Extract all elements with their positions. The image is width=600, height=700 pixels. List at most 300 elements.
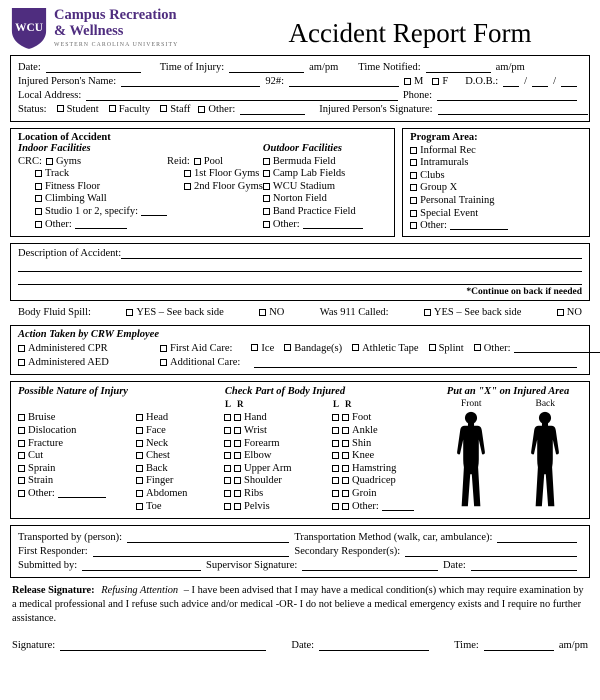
right-checkbox[interactable] (234, 414, 241, 421)
checkbox[interactable] (410, 159, 417, 166)
transport-row-2 (18, 546, 582, 557)
checkbox-option (18, 463, 136, 474)
right-checkbox[interactable] (234, 490, 241, 497)
checkbox-label: Neck (146, 437, 169, 449)
additional-care-label: Additional Care: (170, 356, 241, 368)
administered-cpr-label: Administered CPR (28, 342, 108, 354)
fill-in-blank[interactable] (141, 207, 167, 216)
right-checkbox[interactable] (342, 465, 349, 472)
first-aid-care-checkbox[interactable] (160, 345, 167, 352)
fluid-no-option (259, 307, 284, 318)
indoor-facilities-title: Indoor Facilities (18, 143, 91, 154)
checkbox-option (263, 181, 387, 192)
transport-row-1 (18, 532, 582, 543)
dob-year-input[interactable] (561, 76, 577, 87)
checkbox[interactable] (57, 105, 64, 112)
description-input-line-3[interactable] (18, 272, 582, 285)
checkbox[interactable] (35, 183, 42, 190)
lr-checkbox-option (224, 450, 332, 461)
left-checkbox[interactable] (332, 503, 339, 510)
left-checkbox[interactable] (332, 427, 339, 434)
checkbox[interactable] (160, 105, 167, 112)
checkbox[interactable] (410, 197, 417, 204)
status-label: Status: (18, 104, 47, 115)
lr-body-options-list-2 (332, 412, 434, 511)
right-checkbox[interactable] (342, 503, 349, 510)
first-responder-label: First Responder: (18, 546, 88, 558)
program-area-section (402, 128, 590, 237)
checkbox-label: Group X (420, 182, 458, 194)
checkbox-label: Informal Rec (420, 144, 476, 156)
checkbox-option (18, 438, 136, 449)
checkbox-option (35, 181, 167, 192)
checkbox-label: Athletic Tape (362, 342, 419, 354)
personal-info-section (10, 55, 590, 122)
checkbox[interactable] (136, 427, 143, 434)
program-area-title: Program Area: (410, 132, 478, 143)
front-body-silhouette[interactable] (449, 411, 493, 508)
first-responder-group (18, 546, 294, 557)
checkbox[interactable] (263, 183, 270, 190)
reid-pool-checkbox[interactable] (194, 158, 201, 165)
checkbox[interactable] (18, 490, 25, 497)
checkbox-label: Pelvis (244, 500, 270, 512)
checkbox[interactable] (109, 105, 116, 112)
date-time-row (18, 62, 582, 73)
checkbox-label: Special Event (420, 207, 479, 219)
administered-cpr-checkbox[interactable] (18, 345, 25, 352)
right-checkbox[interactable] (234, 503, 241, 510)
crc-label: CRC: (18, 155, 42, 167)
secondary-responder-input[interactable] (405, 546, 577, 557)
was-911-called-label: Was 911 Called: (319, 306, 389, 318)
additional-care-input[interactable] (254, 357, 577, 368)
dob-day-input[interactable] (532, 76, 548, 87)
right-checkbox[interactable] (234, 427, 241, 434)
checkbox[interactable] (136, 465, 143, 472)
location-of-accident-section (10, 128, 395, 237)
checkbox[interactable] (18, 465, 25, 472)
transported-by-label: Transported by (person): (18, 532, 123, 544)
injured-signature-label: Injured Person's Signature: (319, 104, 433, 115)
checkbox[interactable] (474, 344, 481, 351)
outdoor-facilities-block (263, 143, 387, 231)
lr-checkbox-option (332, 501, 434, 512)
spacer (136, 399, 224, 411)
transported-by-input[interactable] (127, 532, 289, 543)
checkbox-label: Band Practice Field (272, 205, 356, 217)
time-of-injury-input[interactable] (229, 62, 304, 73)
id92-label: 92#: (265, 76, 284, 87)
checkbox[interactable] (429, 344, 436, 351)
left-checkbox[interactable] (224, 490, 231, 497)
checkbox-label: Finger (146, 475, 174, 487)
status-other-input[interactable] (240, 104, 305, 115)
location-columns (18, 143, 387, 231)
checkbox-label: Norton Field (272, 193, 327, 205)
release-signature-text: – I have been advised that I may have a medical condition(s) which may require examination by a medical professional and I refuse such advice and/or medical -OR- I do not believe a medical emergency exists and I require no further assistance. (12, 585, 584, 624)
fluid-no-checkbox[interactable] (259, 309, 266, 316)
right-checkbox[interactable] (342, 440, 349, 447)
checkbox-option (284, 343, 342, 354)
female-option (432, 76, 448, 87)
injured-area-title: Put an "X" on Injured Area (446, 385, 570, 397)
checkbox-option (18, 450, 136, 461)
right-checkbox[interactable] (234, 465, 241, 472)
left-header: L (225, 398, 232, 409)
phone-input[interactable] (437, 90, 577, 101)
brand-text (54, 8, 178, 47)
female-checkbox[interactable] (432, 78, 439, 85)
brand-name-line1: Campus Recreation (54, 7, 177, 24)
transport-date-input[interactable] (471, 560, 577, 571)
fill-in-blank[interactable] (303, 220, 363, 229)
checkbox[interactable] (263, 195, 270, 202)
transport-method-input[interactable] (497, 532, 577, 543)
checkbox-label: Intramurals (420, 157, 469, 169)
reid-options-list (184, 168, 263, 192)
left-checkbox[interactable] (224, 452, 231, 459)
phone-label: Phone: (402, 90, 432, 101)
date-label: Date: (18, 62, 41, 73)
footer-date-label: Date: (291, 639, 315, 651)
left-checkbox[interactable] (224, 440, 231, 447)
time-notified-input[interactable] (426, 62, 491, 73)
left-checkbox[interactable] (224, 465, 231, 472)
supervisor-signature-input[interactable] (302, 560, 438, 571)
checkbox-option (18, 412, 136, 423)
footer-ampm-text: am/pm (558, 639, 588, 651)
female-label: F (442, 76, 449, 87)
id92-input[interactable] (289, 76, 399, 87)
checkbox-label: WCU Stadium (272, 180, 336, 192)
checkbox-label: Chest (146, 450, 170, 462)
checkbox-label: Ribs (244, 487, 264, 499)
checkbox-label: Sprain (28, 462, 56, 474)
lr-checkbox-option (332, 488, 434, 499)
call911-no-checkbox[interactable] (557, 309, 564, 316)
left-checkbox[interactable] (224, 427, 231, 434)
submitted-by-input[interactable] (82, 560, 201, 571)
status-other-checkbox[interactable] (198, 106, 205, 113)
lr-checkbox-option (332, 412, 434, 423)
description-label-row (18, 248, 582, 259)
checkbox[interactable] (136, 490, 143, 497)
call911-yes-checkbox[interactable] (424, 309, 431, 316)
single-body-options-list (136, 412, 224, 511)
checkbox-label: Face (146, 424, 166, 436)
body-part-title: Check Part of Body Injured (224, 385, 346, 397)
left-checkbox[interactable] (332, 477, 339, 484)
checkbox-option (18, 488, 136, 499)
left-checkbox[interactable] (332, 414, 339, 421)
fluid-yes-checkbox[interactable] (126, 309, 133, 316)
call911-yes-option (424, 307, 521, 318)
transport-date-group (443, 560, 582, 571)
back-body-silhouette[interactable] (523, 411, 567, 508)
checkbox-option (136, 450, 224, 461)
male-checkbox[interactable] (404, 78, 411, 85)
first-responder-input[interactable] (93, 546, 290, 557)
status-options-list (47, 104, 191, 115)
footer-time-input[interactable] (484, 640, 554, 651)
checkbox[interactable] (184, 183, 191, 190)
call911-no-option (557, 307, 582, 318)
footer-signature-input[interactable] (60, 640, 266, 651)
name-row (18, 76, 582, 87)
lr-checkbox-option (224, 463, 332, 474)
lr-checkbox-option (224, 488, 332, 499)
release-signature-label: Release Signature: (12, 585, 95, 597)
svg-text:WCU: WCU (15, 21, 43, 34)
right-header: R (237, 398, 244, 409)
checkbox-label: Hamstring (352, 462, 397, 474)
male-label: M (414, 76, 424, 87)
checkbox[interactable] (136, 503, 143, 510)
lr-checkbox-option (332, 475, 434, 486)
description-input-line-1[interactable] (121, 248, 582, 259)
checkbox-option (18, 475, 136, 486)
crc-gyms-checkbox[interactable] (46, 158, 53, 165)
checkbox-label: Hand (244, 412, 267, 424)
administered-aed-label: Administered AED (28, 356, 109, 368)
checkbox-option (429, 343, 464, 354)
fill-in-blank[interactable] (58, 489, 106, 498)
body-diagram-column (434, 399, 582, 513)
right-checkbox[interactable] (342, 490, 349, 497)
checkbox[interactable] (35, 221, 42, 228)
lr-checkbox-option (332, 463, 434, 474)
form-header (10, 6, 590, 50)
checkbox[interactable] (410, 147, 417, 154)
checkbox[interactable] (410, 210, 417, 217)
right-checkbox[interactable] (234, 440, 241, 447)
fluid-and-911-row (10, 307, 590, 318)
outdoor-facilities-title: Outdoor Facilities (262, 143, 342, 154)
wcu-shield-logo-icon (10, 6, 48, 50)
checkbox-option (263, 156, 387, 167)
fluid-no-label: NO (269, 306, 285, 318)
secondary-responder-group (294, 546, 582, 557)
checkbox-option (410, 208, 582, 219)
checkbox-label: Track (45, 168, 70, 180)
lr-checkbox-option (224, 412, 332, 423)
local-address-input[interactable] (86, 90, 398, 101)
footer-signature-row (10, 640, 590, 651)
time-notified-label: Time Notified: (358, 62, 421, 73)
call911-yes-label: YES – See back side (433, 306, 522, 318)
checkbox-option (263, 206, 387, 217)
release-signature-paragraph (12, 584, 588, 625)
checkbox[interactable] (410, 222, 417, 229)
checkbox-label: Ankle (352, 424, 378, 436)
checkbox[interactable] (284, 344, 291, 351)
checkbox[interactable] (410, 172, 417, 179)
checkbox-option (263, 219, 387, 230)
checkbox-option (251, 343, 274, 354)
checkbox[interactable] (136, 414, 143, 421)
description-input-line-2[interactable] (18, 259, 582, 272)
left-checkbox[interactable] (224, 503, 231, 510)
checkbox[interactable] (263, 170, 270, 177)
dob-month-input[interactable] (503, 76, 519, 87)
nature-column (18, 399, 136, 513)
additional-care-checkbox[interactable] (160, 359, 167, 366)
brand-block (10, 6, 230, 50)
dob-label: D.O.B.: (465, 76, 499, 87)
checkbox-label: Bermuda Field (272, 155, 336, 167)
checkbox[interactable] (35, 195, 42, 202)
checkbox-label: Bruise (28, 412, 56, 424)
checkbox-option (136, 425, 224, 436)
checkbox-label: Shin (352, 437, 372, 449)
checkbox[interactable] (352, 344, 359, 351)
checkbox-label: Groin (352, 487, 377, 499)
administered-cpr-option (18, 343, 160, 354)
reid-pool-label: Pool (203, 155, 224, 167)
checkbox[interactable] (263, 221, 270, 228)
checkbox[interactable] (18, 414, 25, 421)
checkbox-label: Other: (272, 218, 300, 230)
nature-of-injury-title: Possible Nature of Injury (18, 385, 128, 397)
checkbox[interactable] (18, 427, 25, 434)
checkbox-label: Personal Training (420, 194, 495, 206)
lr-checkbox-option (224, 438, 332, 449)
checkbox-option (136, 412, 224, 423)
action-taken-section (10, 325, 590, 375)
nature-options-list (18, 412, 136, 499)
indoor-columns (18, 154, 263, 231)
checkbox-option (136, 488, 224, 499)
checkbox[interactable] (263, 158, 270, 165)
lr-checkbox-option (332, 438, 434, 449)
checkbox-option (35, 206, 167, 217)
checkbox-option (410, 195, 582, 206)
action-taken-title: Action Taken by CRW Employee (18, 328, 159, 340)
reid-pool-option (167, 156, 263, 167)
administered-aed-option (18, 357, 160, 368)
checkbox[interactable] (251, 344, 258, 351)
checkbox[interactable] (136, 477, 143, 484)
checkbox-option (136, 475, 224, 486)
footer-signature-label: Signature: (12, 639, 56, 651)
checkbox[interactable] (35, 208, 42, 215)
injured-signature-input[interactable] (438, 104, 588, 115)
right-checkbox[interactable] (234, 477, 241, 484)
checkbox-label: Fracture (28, 437, 63, 449)
left-header: L (333, 398, 340, 409)
lr-checkbox-option (332, 425, 434, 436)
checkbox-label: 1st Floor Gyms (194, 168, 260, 180)
fill-in-blank[interactable] (75, 220, 127, 229)
right-checkbox[interactable] (342, 427, 349, 434)
call911-no-label: NO (566, 306, 582, 318)
injury-headers (18, 386, 582, 397)
fill-in-blank[interactable] (514, 344, 600, 353)
injured-name-label: Injured Person's Name: (18, 76, 117, 87)
checkbox[interactable] (18, 452, 25, 459)
checkbox-option (136, 438, 224, 449)
checkbox[interactable] (136, 452, 143, 459)
checkbox[interactable] (18, 477, 25, 484)
checkbox-label: Head (146, 412, 169, 424)
checkbox-label: Toe (146, 500, 162, 512)
checkbox-label: Abdomen (146, 487, 188, 499)
transport-row-3 (18, 560, 582, 571)
checkbox-option (35, 219, 167, 230)
checkbox-option (263, 193, 387, 204)
fill-in-blank[interactable] (382, 502, 414, 511)
checkbox-option (136, 501, 224, 512)
checkbox[interactable] (136, 440, 143, 447)
supervisor-signature-label: Supervisor Signature: (206, 560, 298, 572)
left-checkbox[interactable] (332, 490, 339, 497)
injured-name-input[interactable] (121, 76, 260, 87)
left-checkbox[interactable] (332, 440, 339, 447)
checkbox-label: Ice (261, 342, 275, 354)
injury-columns (18, 399, 582, 513)
right-checkbox[interactable] (342, 477, 349, 484)
checkbox-option (410, 157, 582, 168)
checkbox[interactable] (263, 208, 270, 215)
checkbox-label: Back (146, 462, 168, 474)
page-title: Accident Report Form (288, 18, 532, 48)
additional-care-option (160, 357, 240, 368)
checkbox-option (35, 193, 167, 204)
right-checkbox[interactable] (234, 452, 241, 459)
description-label: Description of Accident: (18, 247, 122, 259)
checkbox-label: Faculty (118, 104, 151, 115)
checkbox-option (35, 168, 167, 179)
checkbox-label: Other: (483, 342, 511, 354)
location-title: Location of Accident (18, 132, 111, 143)
program-options-list (410, 145, 582, 232)
date-input[interactable] (46, 62, 141, 73)
right-checkbox[interactable] (342, 414, 349, 421)
left-checkbox[interactable] (224, 414, 231, 421)
checkbox[interactable] (410, 184, 417, 191)
checkbox-label: Staff (170, 104, 191, 115)
administered-aed-checkbox[interactable] (18, 359, 25, 366)
first-aid-options-list (241, 343, 600, 354)
left-checkbox[interactable] (332, 465, 339, 472)
checkbox[interactable] (18, 440, 25, 447)
checkbox-label: Wrist (244, 424, 267, 436)
checkbox-option (410, 182, 582, 193)
status-row (18, 104, 582, 115)
left-checkbox[interactable] (224, 477, 231, 484)
brand-subtitle: WESTERN CAROLINA UNIVERSITY (54, 41, 179, 48)
left-checkbox[interactable] (332, 452, 339, 459)
checkbox-label: Clubs (420, 169, 445, 181)
checkbox-label: Other: (45, 218, 72, 230)
footer-date-input[interactable] (319, 640, 429, 651)
checkbox-option (410, 145, 582, 156)
checkbox-option (184, 181, 263, 192)
checkbox-option (474, 343, 600, 354)
checkbox-label: Fitness Floor (45, 180, 101, 192)
submitted-by-group (18, 560, 206, 571)
brand-name-line2: & Wellness (54, 23, 124, 39)
transport-section (10, 525, 590, 578)
checkbox-label: Foot (352, 412, 372, 424)
checkbox[interactable] (184, 170, 191, 177)
right-checkbox[interactable] (342, 452, 349, 459)
checkbox[interactable] (35, 170, 42, 177)
checkbox-label: Other: (352, 500, 379, 512)
fill-in-blank[interactable] (450, 221, 508, 230)
first-aid-care-option (160, 343, 232, 354)
